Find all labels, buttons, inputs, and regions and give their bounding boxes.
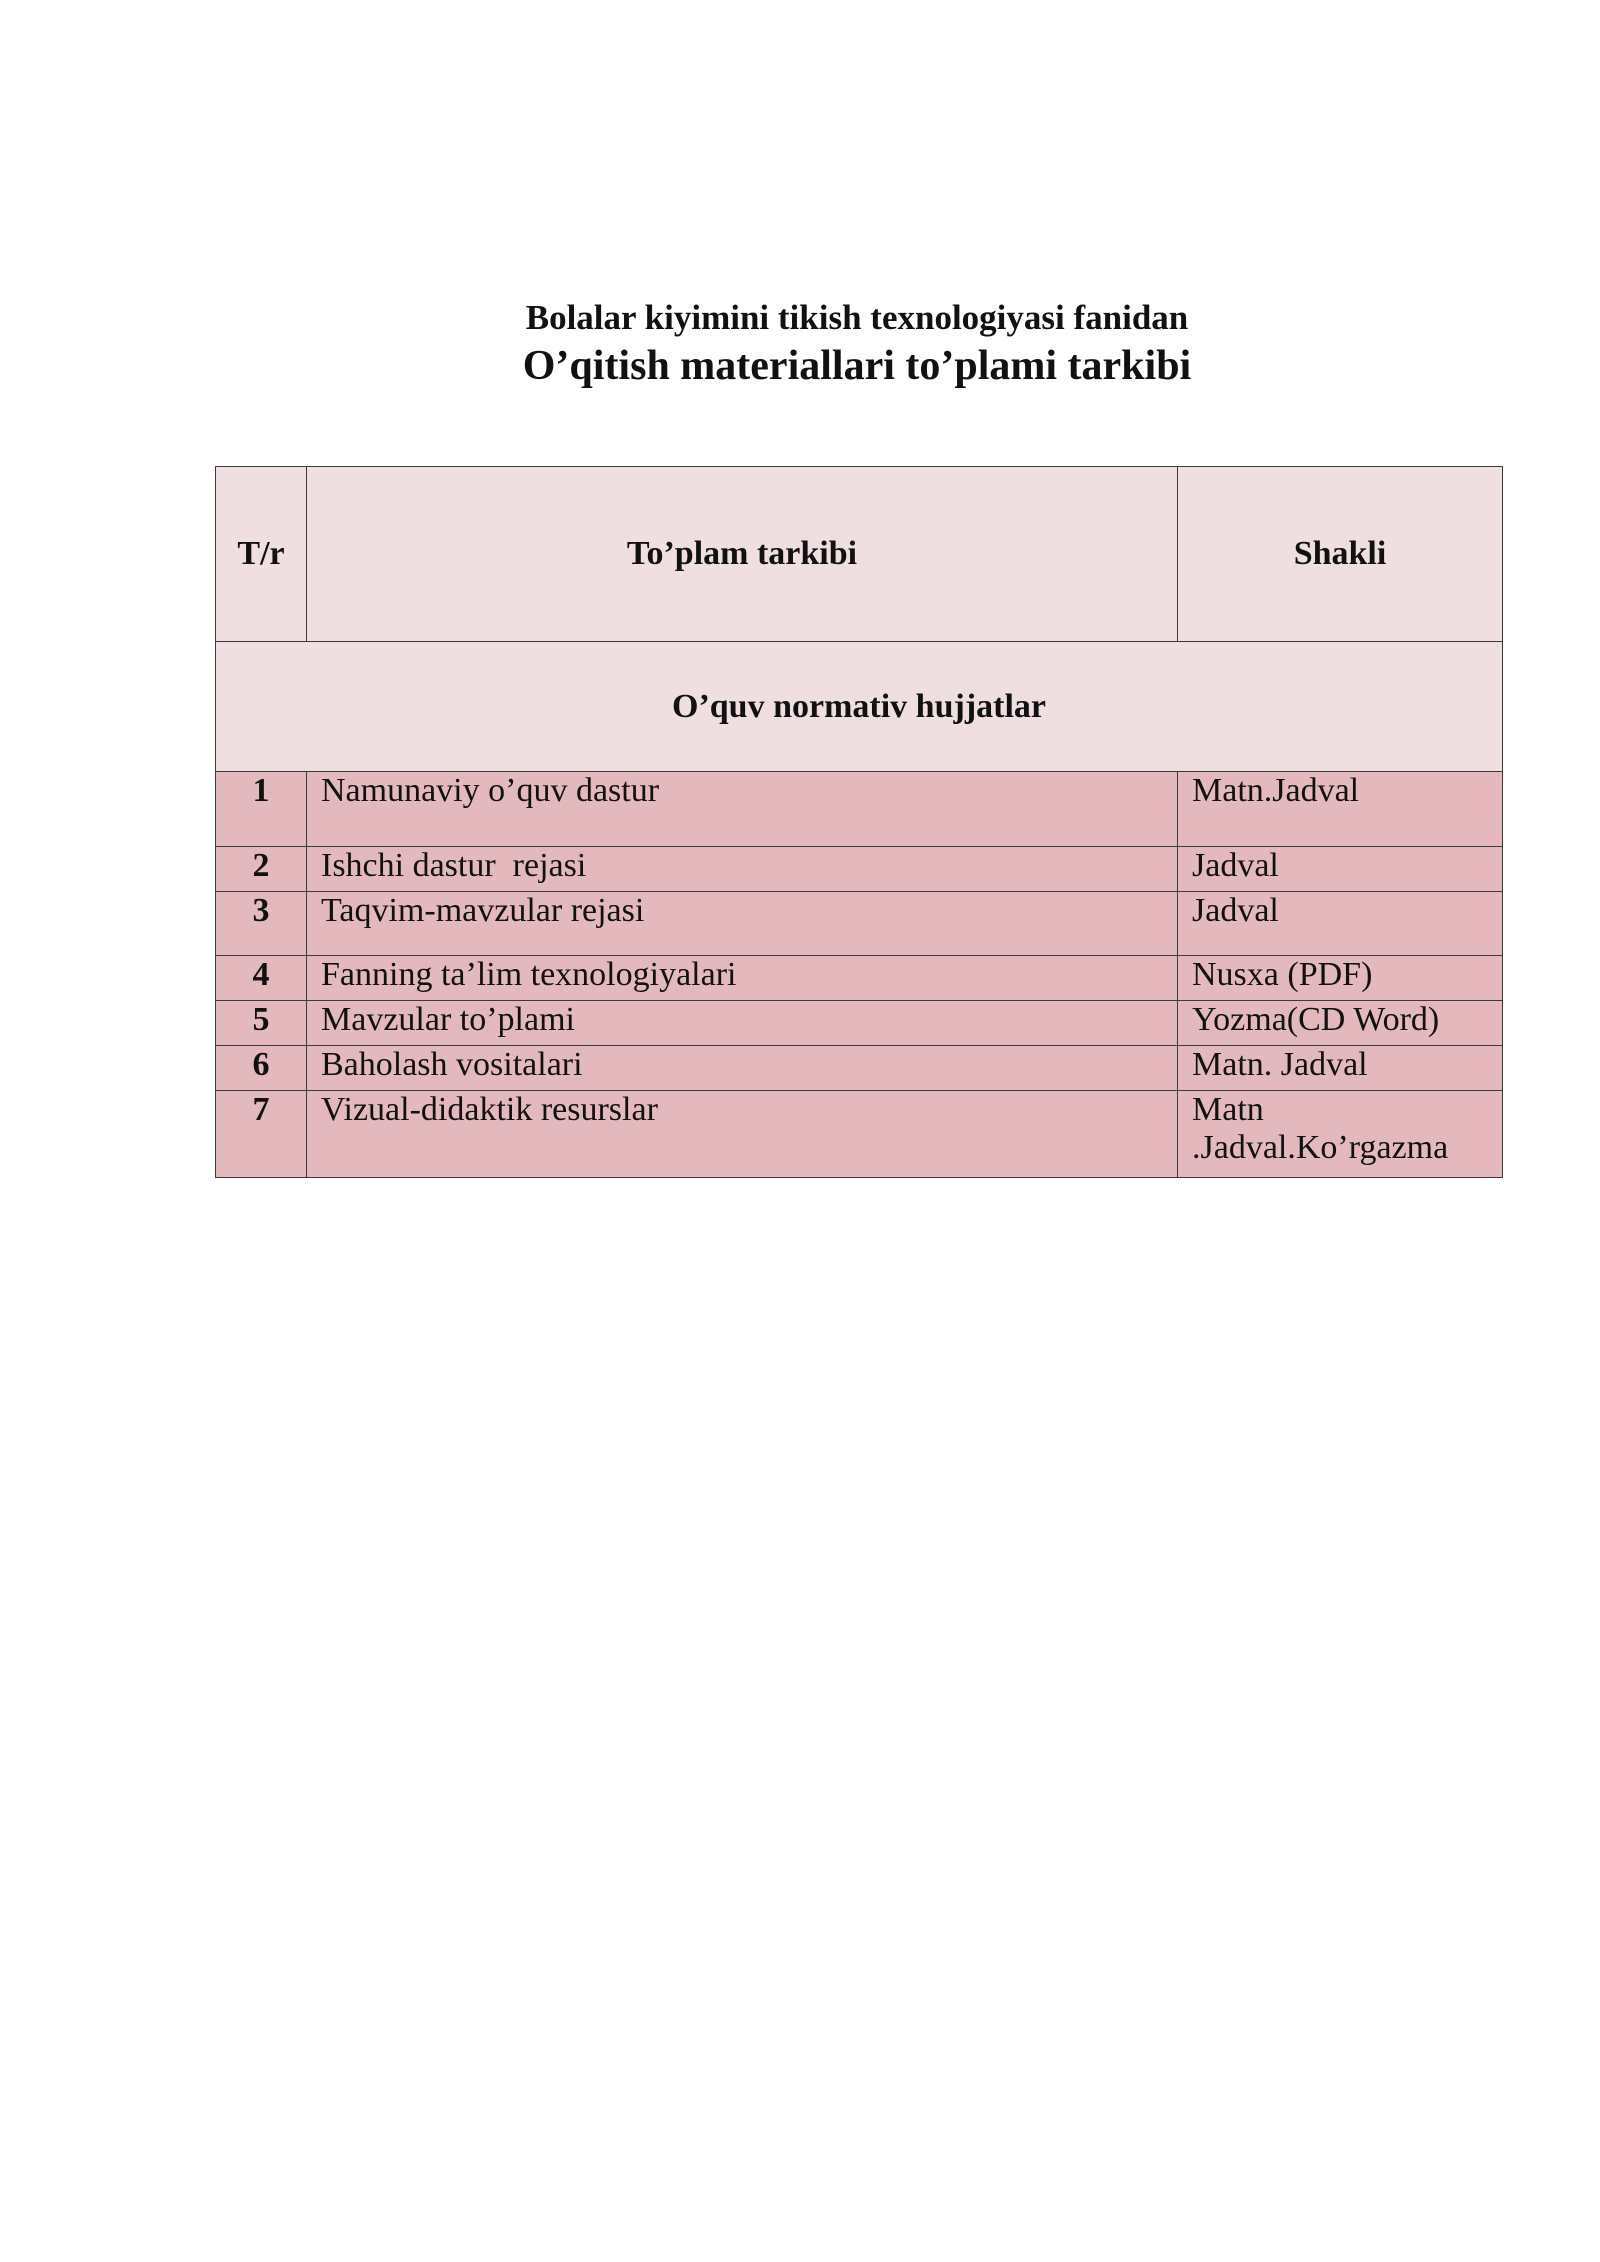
materials-table xyxy=(215,466,1503,1178)
row-form xyxy=(1178,1091,1503,1178)
row-name: Baholash vositalari xyxy=(307,1046,1178,1091)
row-number: 7 xyxy=(216,1091,307,1178)
table-row xyxy=(216,1091,1503,1178)
row-form xyxy=(1178,847,1503,892)
row-form-line: Matn. Jadval xyxy=(1192,1046,1368,1083)
document-header xyxy=(0,296,1600,390)
row-form xyxy=(1178,772,1503,847)
section-title: O’quv normativ hujjatlar xyxy=(216,642,1503,772)
document-title: O’qitish materiallari to’plami tarkibi xyxy=(522,343,1192,389)
row-name: Vizual-didaktik resurslar xyxy=(307,1091,1178,1178)
row-number: 6 xyxy=(216,1046,307,1091)
row-form-line: Jadval xyxy=(1192,847,1279,884)
row-number: 2 xyxy=(216,847,307,892)
row-name: Fanning ta’lim texnologiyalari xyxy=(307,956,1178,1001)
row-number: 4 xyxy=(216,956,307,1001)
table-row xyxy=(216,1046,1503,1091)
table-row xyxy=(216,892,1503,956)
row-number: 5 xyxy=(216,1001,307,1046)
row-form-line: Nusxa (PDF) xyxy=(1192,956,1373,993)
row-form-line: Matn xyxy=(1192,1091,1264,1128)
section-row xyxy=(216,642,1503,772)
row-form xyxy=(1178,1001,1503,1046)
row-form xyxy=(1178,892,1503,956)
table-row xyxy=(216,956,1503,1001)
column-header-form: Shakli xyxy=(1178,467,1503,642)
table-row xyxy=(216,1001,1503,1046)
table-row xyxy=(216,847,1503,892)
table-header-row xyxy=(216,467,1503,642)
row-form-line: .Jadval.Ko’rgazma xyxy=(1192,1129,1449,1166)
row-number: 1 xyxy=(216,772,307,847)
row-name: Ishchi dastur rejasi xyxy=(307,847,1178,892)
row-name: Mavzular to’plami xyxy=(307,1001,1178,1046)
row-form xyxy=(1178,1046,1503,1091)
row-number: 3 xyxy=(216,892,307,956)
row-form xyxy=(1178,956,1503,1001)
document-subtitle: Bolalar kiyimini tikish texnologiyasi fanidan xyxy=(525,298,1189,337)
row-form-line: Yozma(CD Word) xyxy=(1192,1001,1440,1038)
row-name: Taqvim-mavzular rejasi xyxy=(307,892,1178,956)
row-name: Namunaviy o’quv dastur xyxy=(307,772,1178,847)
row-form-line: Matn.Jadval xyxy=(1192,772,1360,809)
column-header-number: T/r xyxy=(216,467,307,642)
table-row xyxy=(216,772,1503,847)
column-header-contents: To’plam tarkibi xyxy=(307,467,1178,642)
row-form-line: Jadval xyxy=(1192,892,1279,929)
